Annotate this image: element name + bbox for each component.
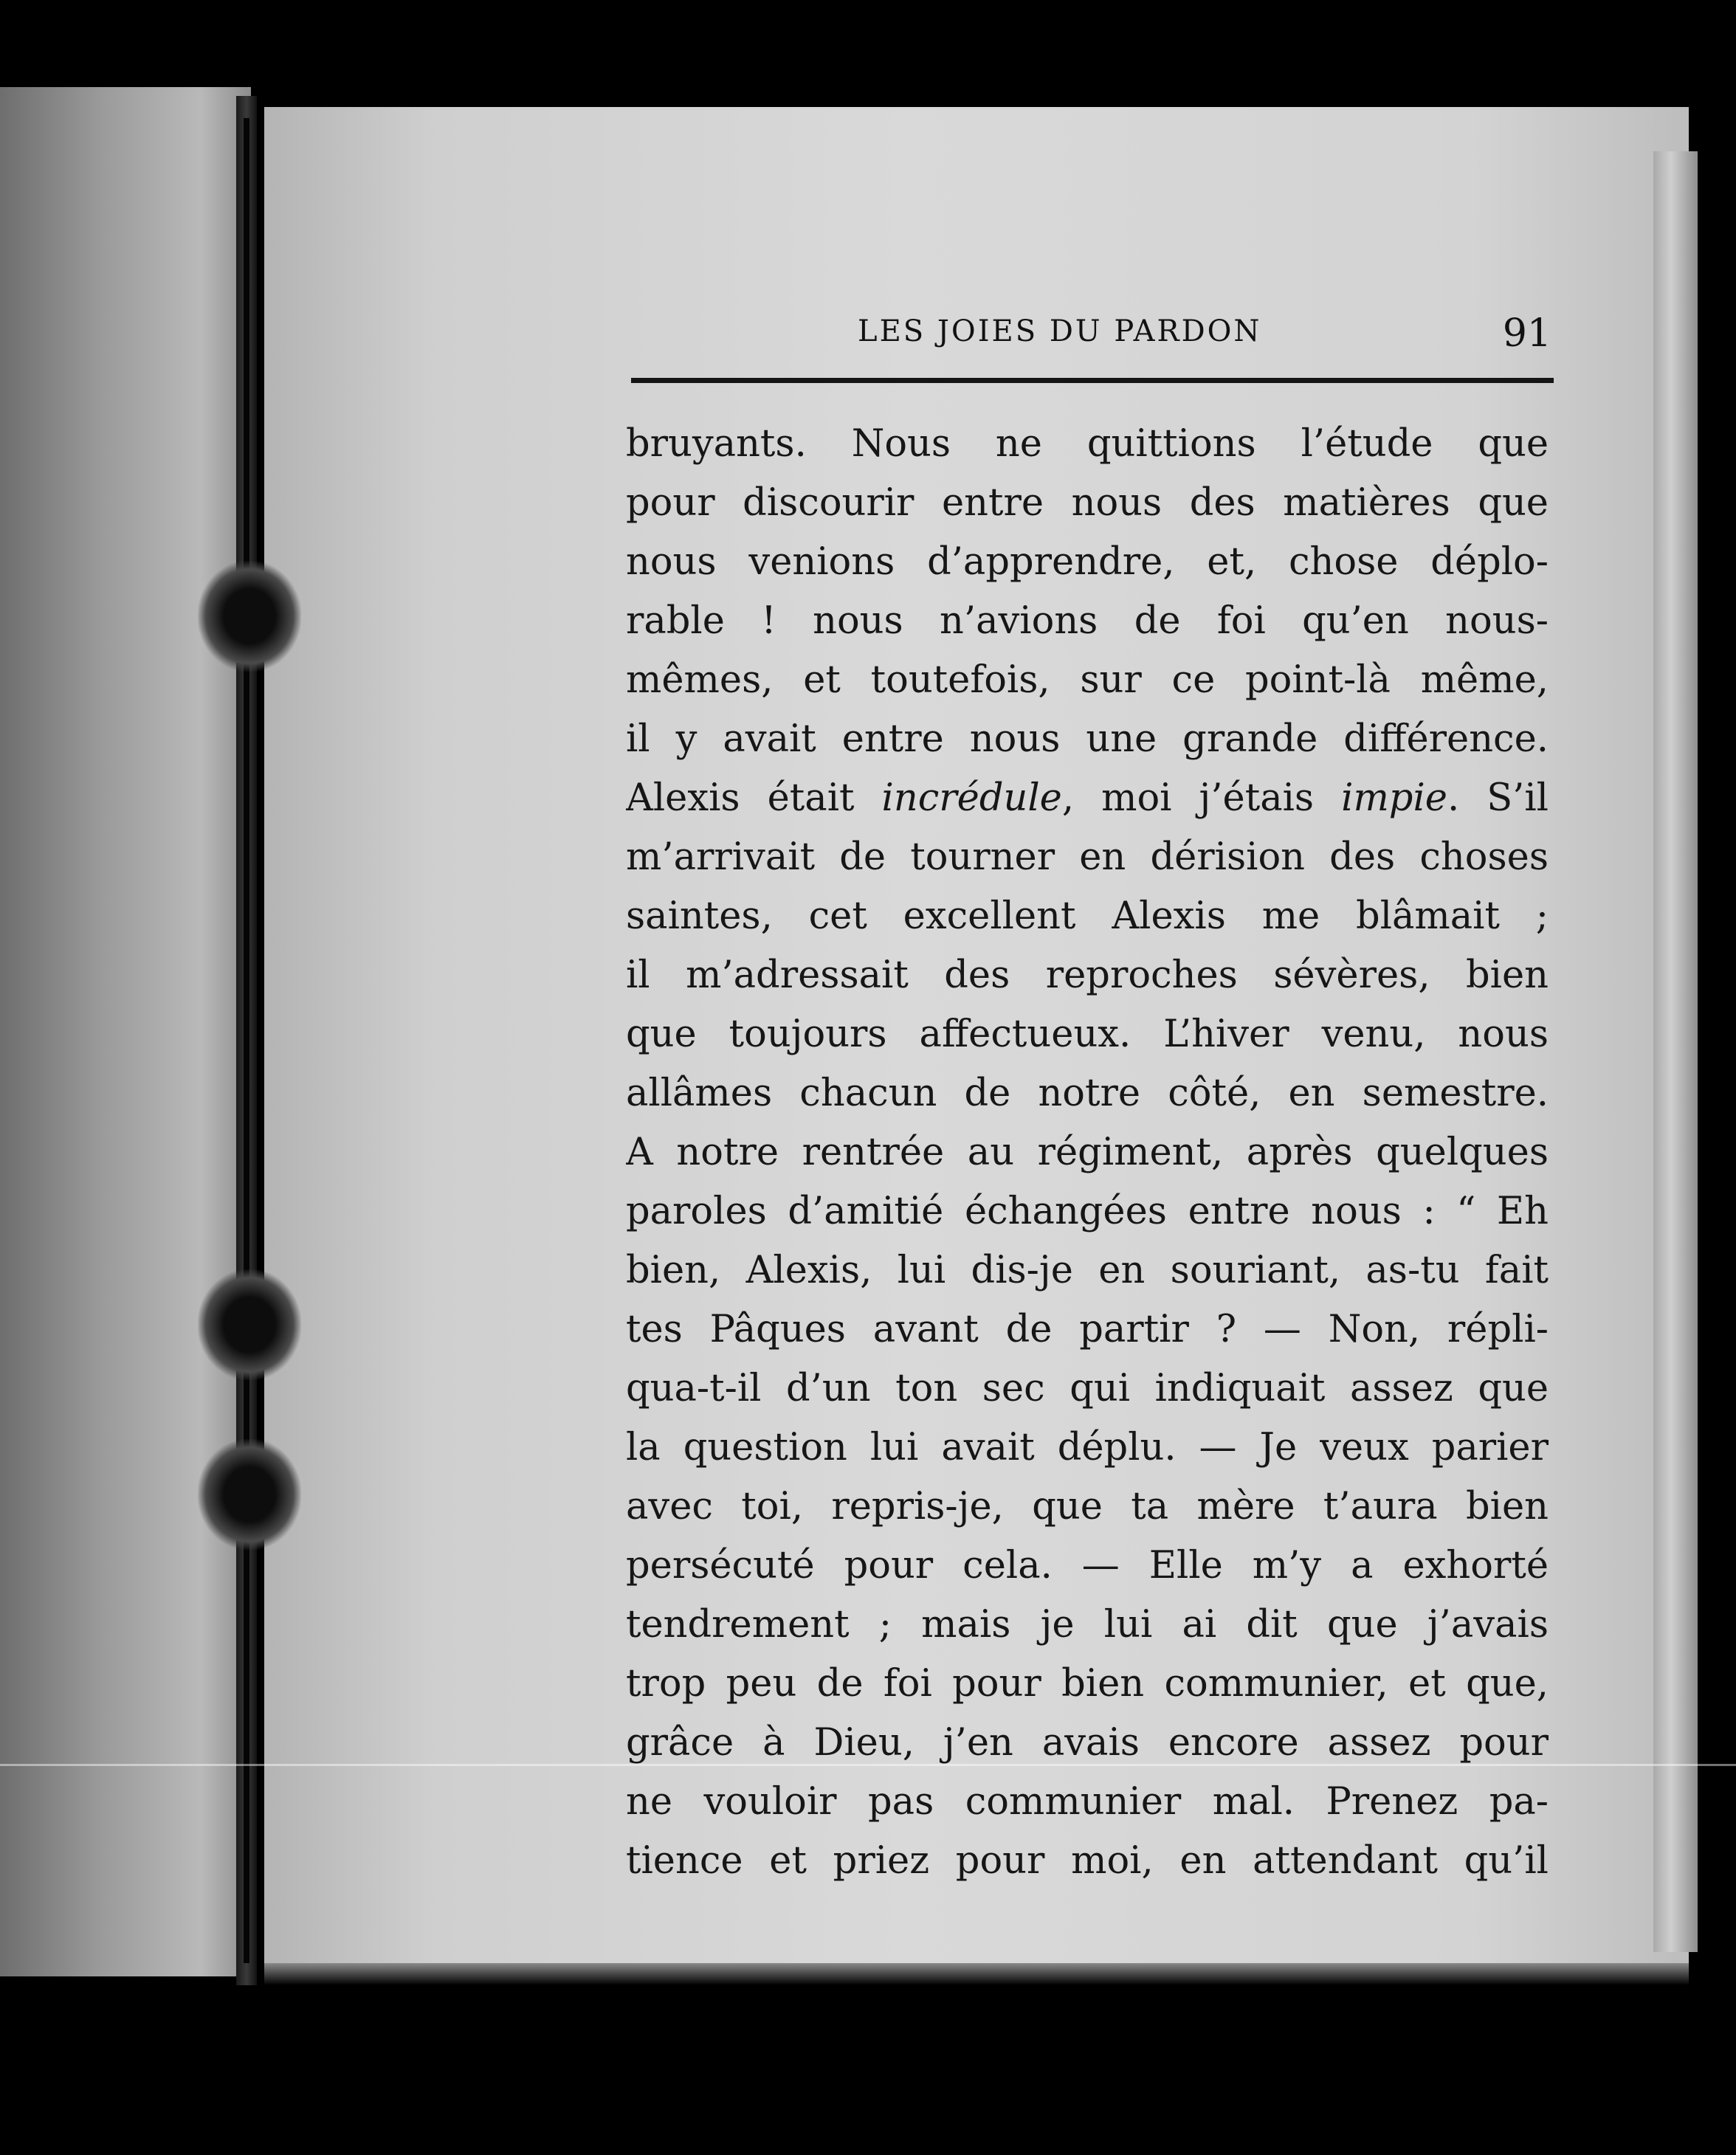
previous-page-edge [0, 87, 251, 1976]
binding-gutter-line [244, 118, 249, 1963]
text-line: avec toi, repris-je, que ta mère t’aura bien [626, 1485, 1549, 1528]
text-line: tendrement ; mais je lui ai dit que j’avais [626, 1603, 1549, 1647]
text-line: tes Pâques avant de partir ? — Non, répli- [626, 1308, 1549, 1351]
text-line: mêmes, et toutefois, sur ce point-là même, [626, 658, 1549, 702]
text-line: grâce à Dieu, j’en avais encore assez pour [626, 1721, 1549, 1765]
text-line: Alexis était incrédule, moi j’étais impie. S’il [626, 776, 1549, 820]
text-line: allâmes chacun de notre côté, en semestre. [626, 1072, 1549, 1115]
header-rule [631, 378, 1554, 383]
binding-thread-knot [198, 561, 301, 672]
running-title: LES JOIES DU PARDON [858, 314, 1262, 348]
binding-thread-knot [198, 1439, 301, 1550]
text-line: tience et priez pour moi, en attendant qu’il [626, 1839, 1549, 1883]
text-line: il m’adressait des reproches sévères, bien [626, 954, 1549, 997]
text-line: ne vouloir pas communier mal. Prenez pa- [626, 1780, 1549, 1824]
page-bottom-shadow [264, 1963, 1689, 1985]
text-line: paroles d’amitié échangées entre nous : “ Eh [626, 1190, 1549, 1233]
text-line: pour discourir entre nous des matières que [626, 481, 1549, 525]
text-line: que toujours affectueux. L’hiver venu, nous [626, 1013, 1549, 1056]
body-text [626, 415, 1549, 1891]
text-line: qua-t-il d’un ton sec qui indiquait assez que [626, 1367, 1549, 1410]
text-line: saintes, cet excellent Alexis me blâmait ; [626, 894, 1549, 938]
text-line: trop peu de foi pour bien communier, et que, [626, 1662, 1549, 1706]
scan-artifact-line [0, 1764, 1736, 1766]
running-head [629, 311, 1559, 362]
text-line: bruyants. Nous ne quittions l’étude que [626, 422, 1549, 466]
text-line: bien, Alexis, lui dis-je en souriant, as-tu fait [626, 1249, 1549, 1292]
text-line: il y avait entre nous une grande différence. [626, 717, 1549, 761]
binding-thread-knot [198, 1269, 301, 1380]
text-line: la question lui avait déplu. — Je veux parier [626, 1426, 1549, 1469]
text-line: rable ! nous n’avions de foi qu’en nous- [626, 599, 1549, 643]
page-number: 91 [1502, 311, 1551, 356]
text-line: A notre rentrée au régiment, après quelques [626, 1131, 1549, 1174]
text-line: m’arrivait de tourner en dérision des choses [626, 835, 1549, 879]
text-line: nous venions d’apprendre, et, chose déplo- [626, 540, 1549, 584]
text-line: persécuté pour cela. — Elle m’y a exhorté [626, 1544, 1549, 1587]
page-fore-edge [1653, 151, 1698, 1952]
